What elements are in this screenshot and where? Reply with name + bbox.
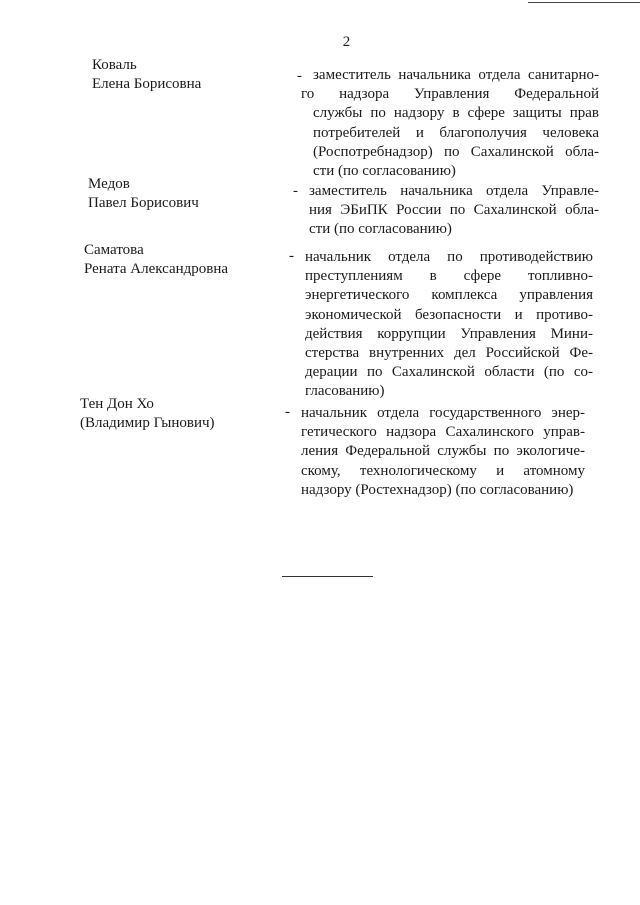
position-description-medov bbox=[309, 182, 599, 240]
description-line: ления Федеральной службы по экологиче- bbox=[301, 443, 585, 460]
position-description-koval bbox=[301, 66, 599, 181]
top-edge-line bbox=[528, 2, 640, 3]
description-line: экономической безопасности и противо- bbox=[305, 306, 593, 323]
description-line: скому, технологическому и атомному bbox=[301, 462, 585, 479]
description-line: дерации по Сахалинской области (по со- bbox=[305, 364, 593, 381]
description-line: ния ЭБиПК России по Сахалинской обла- bbox=[309, 202, 599, 219]
description-line: го надзора Управления Федеральной bbox=[301, 86, 599, 103]
person-name-koval bbox=[92, 56, 201, 94]
description-line: сти (по согласованию) bbox=[309, 221, 452, 238]
surname: Медов bbox=[88, 176, 130, 192]
surname: Саматова bbox=[84, 242, 144, 258]
given-names: Елена Борисовна bbox=[92, 76, 202, 92]
description-line: стерства внутренних дел Российской Фе- bbox=[305, 345, 593, 362]
dash-separator: - bbox=[293, 183, 298, 199]
dash-separator: - bbox=[297, 68, 302, 84]
description-line: начальник отдела по противодействию bbox=[305, 249, 593, 265]
description-line: службы по надзору в сфере защиты прав bbox=[313, 105, 599, 122]
person-name-samatova bbox=[84, 241, 228, 279]
surname: Коваль bbox=[92, 57, 137, 73]
description-line: гласованию) bbox=[305, 383, 385, 400]
end-of-list-line bbox=[282, 576, 373, 577]
description-line: заместитель начальника отдела Управле- bbox=[309, 183, 599, 199]
description-line: сти (по согласованию) bbox=[313, 163, 456, 180]
description-line: потребителей и благополучия человека bbox=[313, 124, 599, 141]
person-name-medov bbox=[88, 175, 199, 213]
description-line: (Роспотребнадзор) по Сахалинской обла- bbox=[313, 143, 599, 160]
position-description-ten-don-ho bbox=[301, 404, 585, 500]
dash-separator: - bbox=[285, 404, 290, 420]
dash-separator: - bbox=[289, 248, 294, 264]
given-names: (Владимир Гынович) bbox=[80, 415, 215, 431]
description-line: преступлениям в сфере топливно- bbox=[305, 268, 593, 285]
description-line: энергетического комплекса управления bbox=[305, 287, 593, 304]
given-names: Павел Борисович bbox=[88, 195, 199, 211]
given-names: Рената Александровна bbox=[84, 261, 229, 277]
page-number: 2 bbox=[342, 34, 351, 50]
person-name-ten-don-ho bbox=[80, 395, 215, 433]
description-line: заместитель начальника отдела санитарно- bbox=[313, 67, 599, 83]
description-line: действия коррупции Управления Мини- bbox=[305, 325, 593, 342]
position-description-samatova bbox=[305, 248, 593, 402]
description-line: начальник отдела государственного энер- bbox=[301, 405, 585, 421]
surname: Тен Дон Хо bbox=[80, 396, 154, 412]
description-line: надзору (Ростехнадзор) (по согласованию) bbox=[301, 481, 574, 498]
description-line: гетического надзора Сахалинского управ- bbox=[301, 424, 585, 441]
